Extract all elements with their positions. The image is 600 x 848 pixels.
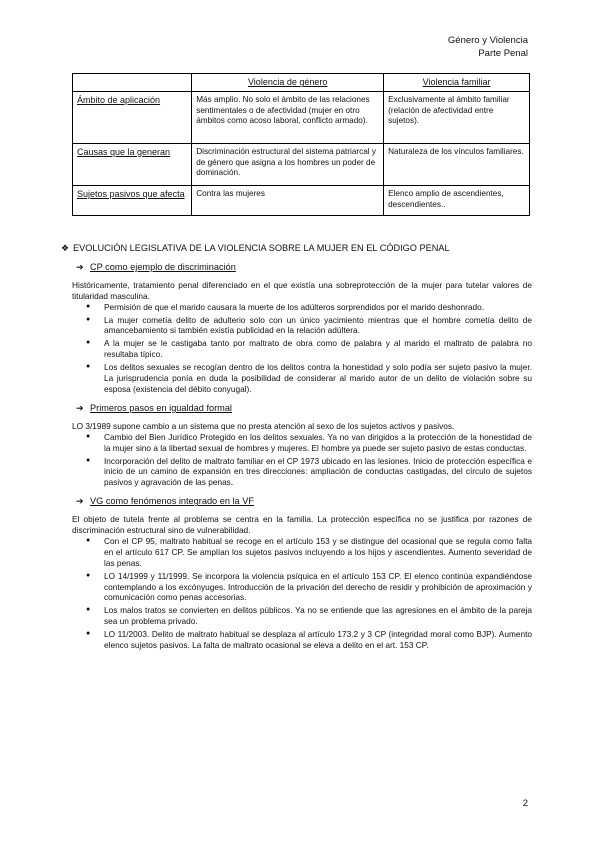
table-row — [73, 186, 530, 216]
paragraph: Históricamente, tratamiento penal diferenciado en el que existía una sobreprotección de la mujer para tutelar valores de titularidad masculina. — [72, 279, 532, 301]
arrow-right-icon: ➔ — [76, 496, 84, 507]
table-row — [73, 144, 530, 186]
subsection-title: Primeros pasos en igualdad formal — [90, 402, 232, 413]
table-header-vf: Violencia familiar — [384, 74, 530, 92]
cell-vg-ambito: Más amplio. No solo el ámbito de las relaciones sentimentales o de afectividad (mujer en otro ámbitos como acoso laboral, conflicto armado). — [192, 92, 384, 144]
arrow-right-icon: ➔ — [76, 261, 84, 272]
bullet-list — [72, 432, 532, 489]
paragraph: LO 3/1989 supone cambio a un sistema que no presta atención al sexo de los sujetos activos y pasivos. — [72, 420, 455, 431]
table-header-vg: Violencia de género — [192, 74, 384, 92]
list-item: ● La mujer cometía delito de adulterio solo con un único yacimiento mientras que el hombre cometía delito de amancebamiento si también existía publicidad en la relación adúltera. — [94, 315, 532, 337]
row-label-sujetos: Sujetos pasivos que afecta — [73, 186, 192, 216]
list-item: ● Incorporación del delito de maltrato familiar en el CP 1973 ubicado en las lesiones. Inicio de protección específica e inicio de un camino de expansión en tres direcciones: ampliación de conductas castigadas, del círculo de sujetos pasivos y agravación de las penas. — [94, 456, 532, 489]
cell-vg-sujetos: Contra las mujeres — [192, 186, 384, 216]
list-item: ● LO 14/1999 y 11/1999. Se incorpora la violencia psíquica en el artículo 153 CP. El elenco continúa expandiéndose contemplando a los excónyuges. Introducción de la privación del derecho de residir y prohibición de aproximación y comunicación como penas accesorias. — [94, 571, 532, 604]
page-number: 2 — [522, 798, 528, 809]
list-item: ● LO 11/2003. Delito de maltrato habitual se desplaza al artículo 173.2 y 3 CP (integridad moral como BJP). Aumento elenco sujetos pasivos. La falta de maltrato ocasional se eleva a delito en el art. 153 CP. — [94, 629, 532, 651]
list-item: ● Permisión de que el marido causara la muerte de los adúlteros sorprendidos por el marido deshonrado. — [94, 302, 532, 313]
subsection-heading — [76, 262, 532, 273]
main-content — [61, 243, 532, 659]
diamond-bullet-icon: ❖ — [61, 243, 70, 253]
comparison-table — [72, 73, 530, 216]
section-title: EVOLUCIÓN LEGISLATIVA DE LA VIOLENCIA SOBRE LA MUJER EN EL CÓDIGO PENAL — [73, 243, 450, 253]
cell-vg-causas: Discriminación estructural del sistema patriarcal y de género que asigna a los hombres un poder de dominación. — [192, 144, 384, 186]
subsection-heading — [76, 403, 532, 414]
subsection-heading — [76, 496, 532, 507]
list-item: ● A la mujer se le castigaba tanto por maltrato de obra como de palabra y al marido el maltrato de palabra no resultaba típico. — [94, 338, 532, 360]
list-item: ● Los delitos sexuales se recogían dentro de los delitos contra la honestidad y solo podía ser sujeto pasivo la mujer. La jurisprudencia ponía en duda la posibilidad de considerar al marido autor de un delito de violación sobre su esposa (existencia del débito conyugal). — [94, 362, 532, 395]
table-header-empty — [73, 74, 192, 92]
bullet-list — [72, 536, 532, 651]
cell-vf-ambito: Exclusivamente al ámbito familiar (relación de afectividad entre sujetos). — [384, 92, 530, 144]
arrow-right-icon: ➔ — [76, 402, 84, 413]
section-heading — [61, 243, 532, 254]
row-label-causas: Causas que la generan — [73, 144, 192, 186]
subsection-title: VG como fenómenos integrado en la VF — [90, 496, 254, 507]
list-item: ● Cambio del Bien Jurídico Protegido en los delitos sexuales. Ya no van dirigidos a la protección de la honestidad de la mujer sino a la libertad sexual de hombres y mujeres. El hombre ya puede ser sujeto pasivo de estas conductas. — [94, 432, 532, 454]
table-header-row — [73, 74, 530, 92]
subsection-title: CP como ejemplo de discriminación — [90, 261, 236, 272]
list-item: ● Los malos tratos se convierten en delitos públicos. Ya no se entiende que las agresiones en el ámbito de la pareja sea un problema privado. — [94, 605, 532, 627]
header-part: Parte Penal — [478, 48, 528, 59]
paragraph: El objeto de tutela frente al problema se centra en la familia. La protección específica no se justifica por razones de discriminación estructural sino de vulnerabilidad. — [72, 514, 532, 536]
row-label-ambito: Ámbito de aplicación — [73, 92, 192, 144]
page-header — [448, 34, 528, 60]
header-subject: Género y Violencia — [447, 35, 528, 46]
table-row — [73, 92, 530, 144]
list-item: ● Con el CP 95, maltrato habitual se recoge en el artículo 153 y se distingue del ocasional que se regula como falta en el artículo 617 CP. Se amplían los sujetos pasivos incluyendo a los hijos y ascendientes. Aumento severidad de las penas. — [94, 536, 532, 569]
cell-vf-causas: Naturaleza de los vínculos familiares. — [384, 144, 530, 186]
cell-vf-sujetos: Elenco amplio de ascendientes, descendientes.. — [384, 186, 530, 216]
bullet-list — [72, 302, 532, 395]
